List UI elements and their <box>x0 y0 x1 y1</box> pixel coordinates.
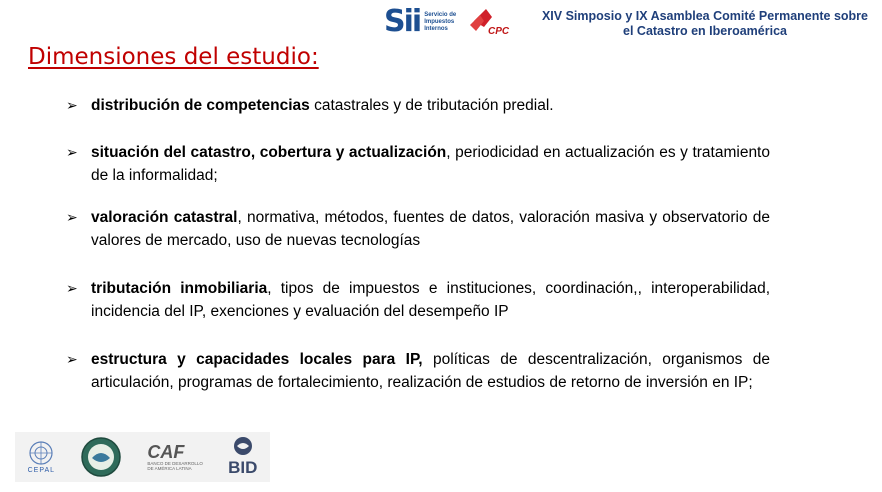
bullet-item <box>66 348 770 395</box>
bullet-bold: situación del catastro, cobertura y actualización <box>91 143 447 161</box>
bid-logo-text: BID <box>228 458 258 477</box>
bullet-text: , tipos de impuestos e instituciones, coordinación,, interoperabilidad, incidencia del IP, exenciones y evaluación del desempeño IP <box>91 279 770 320</box>
arrow-bullet-icon: ➢ <box>66 350 78 367</box>
bullet-text: catastrales y de tributación predial. <box>309 97 554 114</box>
bullet-bold: distribución de competencias <box>91 97 310 114</box>
bullet-bold: tributación inmobiliaria <box>91 279 268 297</box>
seal-logo <box>80 436 122 478</box>
sii-logo-mark: Sii <box>384 4 421 39</box>
arrow-bullet-icon: ➢ <box>66 97 78 113</box>
header-logos <box>384 4 516 40</box>
header-title-line1: XIV Simposio y IX Asamblea Comité Permanente sobre <box>541 9 869 23</box>
un-emblem-icon <box>28 440 54 466</box>
sii-text-line: Internos <box>424 25 448 32</box>
bid-logo <box>228 436 257 478</box>
caf-logo <box>147 443 203 471</box>
cepal-text: CEPAL <box>27 467 56 474</box>
header-title <box>530 9 880 39</box>
sii-logo <box>384 4 457 39</box>
seal-icon <box>80 436 122 478</box>
bullet-item <box>66 277 770 324</box>
arrow-bullet-icon: ➢ <box>66 208 78 225</box>
bullet-item <box>66 94 770 118</box>
sii-text-line: Impuestos <box>424 18 455 25</box>
caf-logo-text: CAF <box>147 442 185 462</box>
caf-sub-text: DE AMÉRICA LATINA <box>147 466 192 471</box>
cpc-logo <box>466 7 516 37</box>
bullet-item <box>66 206 770 253</box>
bid-emblem-icon <box>233 436 253 456</box>
cepal-logo <box>28 440 55 474</box>
arrow-bullet-icon: ➢ <box>66 143 78 160</box>
sii-text-line: Servicio de <box>424 11 457 18</box>
bullet-bold: estructura y capacidades locales para IP, <box>91 350 423 368</box>
page-title: Dimensiones del estudio: <box>28 44 319 70</box>
bullet-text: , periodicidad en actualización es y tratamiento de la informalidad; <box>91 143 770 184</box>
cpc-logo-text: CPC <box>488 26 510 37</box>
arrow-bullet-icon: ➢ <box>66 279 78 296</box>
bullet-text: , normativa, métodos, fuentes de datos, valoración masiva y observatorio de valores de mercado, uso de nuevas tecnologías <box>91 208 770 249</box>
header-title-line2: el Catastro en Iberoamérica <box>623 24 787 38</box>
sii-logo-text <box>424 12 456 33</box>
caf-sub-text: BANCO DE DESARROLLO <box>147 461 203 466</box>
bullet-item <box>66 141 770 188</box>
bullet-text: políticas de descentralización, organismos de articulación, programas de fortalecimiento, realización de estudios de retorno de inversión en IP; <box>91 350 770 391</box>
bullet-list <box>66 94 770 395</box>
bullet-bold: valoración catastral <box>91 208 238 226</box>
footer-logos <box>15 432 270 482</box>
